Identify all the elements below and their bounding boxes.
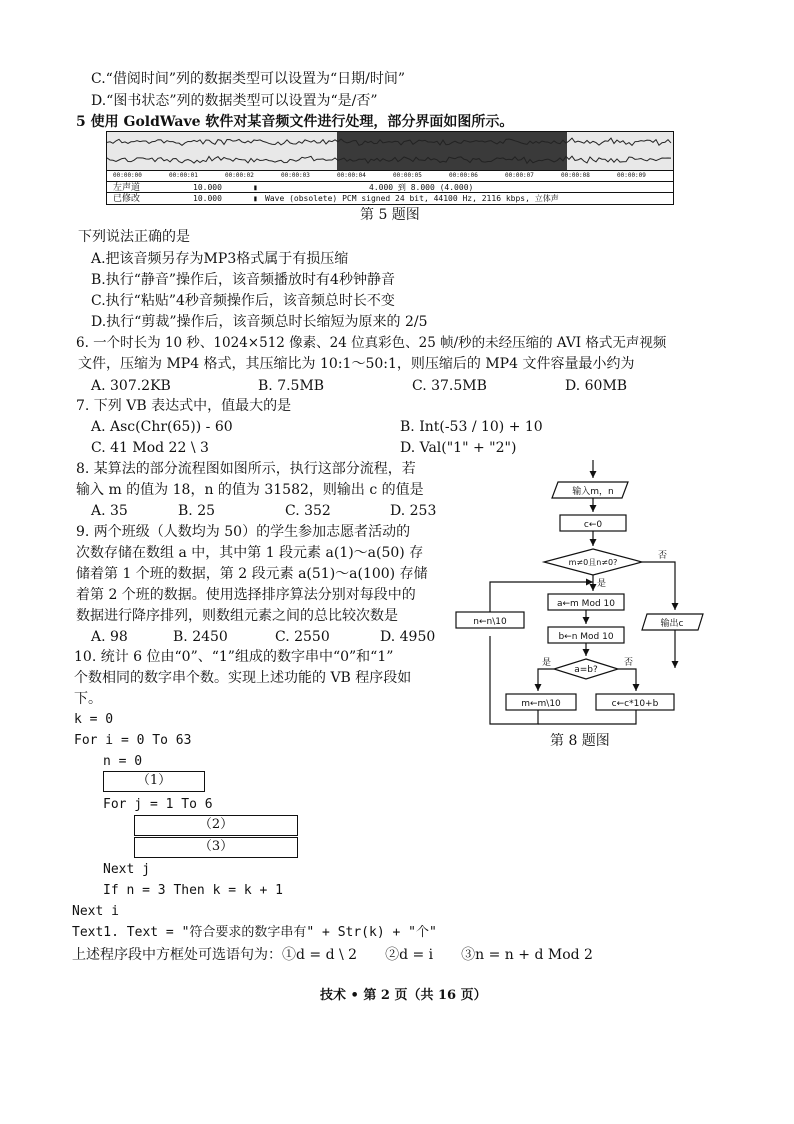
code-line-for-i: For i = 0 To 63 (74, 733, 192, 748)
flow-n-text: n←n\10 (473, 617, 507, 627)
code-line-next-i: Next i (72, 904, 119, 919)
q5-stem: 5 使用 GoldWave 软件对某音频文件进行处理，部分界面如图所示。 (76, 114, 514, 130)
q10-line3: 下。 (74, 691, 102, 707)
blank-box-3[interactable]: （3） (134, 837, 298, 858)
channel-label: 左声道 (113, 183, 141, 193)
q9-option-c: C. 2550 (275, 629, 330, 645)
q8-option-b: B. 25 (178, 503, 216, 519)
flow-input-text: 输入m，n (572, 487, 614, 497)
timeline-tick: 00:00:09 (617, 172, 646, 179)
flow-cond1-text: m≠0且n≠0? (568, 558, 618, 567)
selection-range: 4.000 到 8.000 (4.000) (369, 183, 474, 192)
q7-option-b: B. Int(-53 / 10) + 10 (400, 419, 543, 435)
q7-stem: 7. 下列 VB 表达式中，值最大的是 (76, 398, 292, 414)
prev-option-c: C.“借阅时间”列的数据类型可以设置为“日期/时间” (91, 71, 406, 87)
flow-m-text: m←m\10 (521, 699, 561, 709)
flowchart-svg (450, 458, 710, 758)
q9-option-a: A. 98 (91, 629, 128, 645)
timeline-tick: 00:00:07 (505, 172, 534, 179)
q8-option-c: C. 352 (285, 503, 331, 519)
q9-line3: 储着第 1 个班的数据，第 2 段元素 a(51)～a(100) 存储 (76, 566, 428, 582)
flow-cond2-text: a=b? (574, 665, 598, 675)
timeline-tick: 00:00:04 (337, 172, 366, 179)
q6-option-d: D. 60MB (565, 378, 628, 394)
code-line-for-j: For j = 1 To 6 (103, 797, 213, 812)
code-line-if: If n = 3 Then k = k + 1 (103, 883, 284, 898)
q9-line1: 9. 两个班级（人数均为 50）的学生参加志愿者活动的 (76, 524, 411, 540)
blank-box-1[interactable]: （1） (103, 771, 205, 792)
flow-yes1-text: 是 (597, 579, 607, 589)
page-footer: 技术 • 第 2 页（共 16 页） (320, 988, 487, 1003)
q6-line1: 6. 一个时长为 10 秒、1024×512 像素、24 位真彩色、25 帧/秒的未经压缩的 AVI 格式无声视频 (76, 335, 667, 351)
flow-a-text: a←m Mod 10 (557, 599, 615, 609)
timeline-tick: 00:00:05 (393, 172, 422, 179)
q10-choices: 上述程序段中方框处可选语句为：①d = d \ 2 ②d = i ③n = n + d Mod 2 (72, 947, 593, 963)
modified-label: 已修改 (113, 194, 141, 204)
timeline-tick: 00:00:03 (281, 172, 310, 179)
q5-prompt: 下列说法正确的是 (78, 229, 190, 245)
timeline-tick: 00:00:06 (449, 172, 478, 179)
q7-option-c: C. 41 Mod 22 \ 3 (91, 440, 209, 456)
status-row-format (107, 192, 673, 205)
timeline-tick: 00:00:02 (225, 172, 254, 179)
q8-option-d: D. 253 (390, 503, 437, 519)
q9-line4: 着第 2 个班的数据。使用选择排序算法分别对每段中的 (76, 587, 416, 603)
flow-yes2-text: 是 (542, 658, 552, 668)
code-line-k-init: k = 0 (74, 712, 114, 727)
code-line-text1: Text1. Text = "符合要求的数字串有" + Str(k) + "个" (72, 925, 437, 940)
code-line-n-init: n = 0 (103, 754, 143, 769)
q5-option-d: D.执行“剪裁”操作后，该音频总时长缩短为原来的 2/5 (91, 314, 428, 330)
goldwave-panel (106, 131, 674, 205)
code-line-next-j: Next j (103, 862, 150, 877)
waveform-graph (107, 132, 673, 170)
timeline-tick: 00:00:01 (169, 172, 198, 179)
prev-option-d: D.“图书状态”列的数据类型可以设置为“是/否” (91, 93, 378, 109)
flow-no1-text: 否 (658, 551, 668, 561)
q6-line2: 文件，压缩为 MP4 格式，其压缩比为 10:1～50:1，则压缩后的 MP4 文件容量最小约为 (78, 356, 635, 372)
flowchart-q8 (450, 458, 710, 762)
q8-caption: 第 8 题图 (550, 733, 610, 749)
q5-option-a: A.把该音频另存为MP3格式属于有损压缩 (91, 251, 349, 267)
q9-line5: 数据进行降序排列，则数组元素之间的总比较次数是 (76, 608, 398, 624)
q6-option-b: B. 7.5MB (258, 378, 325, 394)
total-length: 10.000 (193, 183, 222, 192)
q10-line1: 10. 统计 6 位由“0”、“1”组成的数字串中“0”和“1” (74, 649, 394, 665)
q5-option-b: B.执行“静音”操作后，该音频播放时有4秒钟静音 (91, 272, 395, 288)
flow-output-text: 输出c (660, 619, 684, 629)
flow-c-text: c←c*10+b (611, 699, 659, 709)
timeline-ruler (107, 170, 673, 181)
q9-option-b: B. 2450 (173, 629, 228, 645)
q10-line2: 个数相同的数字串个数。实现上述功能的 VB 程序段如 (74, 670, 412, 686)
q8-option-a: A. 35 (91, 503, 128, 519)
q5-caption: 第 5 题图 (360, 207, 420, 223)
q9-line2: 次数存储在数组 a 中，其中第 1 段元素 a(1)～a(50) 存 (76, 545, 424, 561)
modified-length: 10.000 (193, 194, 222, 203)
flow-b-text: b←n Mod 10 (558, 632, 614, 642)
q8-line2: 输入 m 的值为 18，n 的值为 31582，则输出 c 的值是 (76, 482, 424, 498)
blank-box-2[interactable]: （2） (134, 815, 298, 836)
q6-option-a: A. 307.2KB (91, 378, 171, 394)
status-sep-2: ▮ (253, 194, 258, 203)
q6-option-c: C. 37.5MB (412, 378, 487, 394)
q7-option-a: A. Asc(Chr(65)) - 60 (91, 419, 233, 435)
flow-no2-text: 否 (624, 658, 634, 668)
q7-option-d: D. Val("1" + "2") (400, 440, 517, 456)
status-sep-1: ▮ (253, 183, 258, 192)
q8-line1: 8. 某算法的部分流程图如图所示，执行这部分流程，若 (76, 461, 416, 477)
timeline-tick: 00:00:00 (113, 172, 142, 179)
q9-option-d: D. 4950 (380, 629, 436, 645)
timeline-tick: 00:00:08 (561, 172, 590, 179)
format-info: Wave (obsolete) PCM signed 24 bit, 44100 Hz, 2116 kbps, 立体声 (265, 194, 559, 203)
q5-option-c: C.执行“粘贴”4秒音频操作后，该音频总时长不变 (91, 293, 395, 309)
flow-init-text: c←0 (583, 520, 603, 530)
